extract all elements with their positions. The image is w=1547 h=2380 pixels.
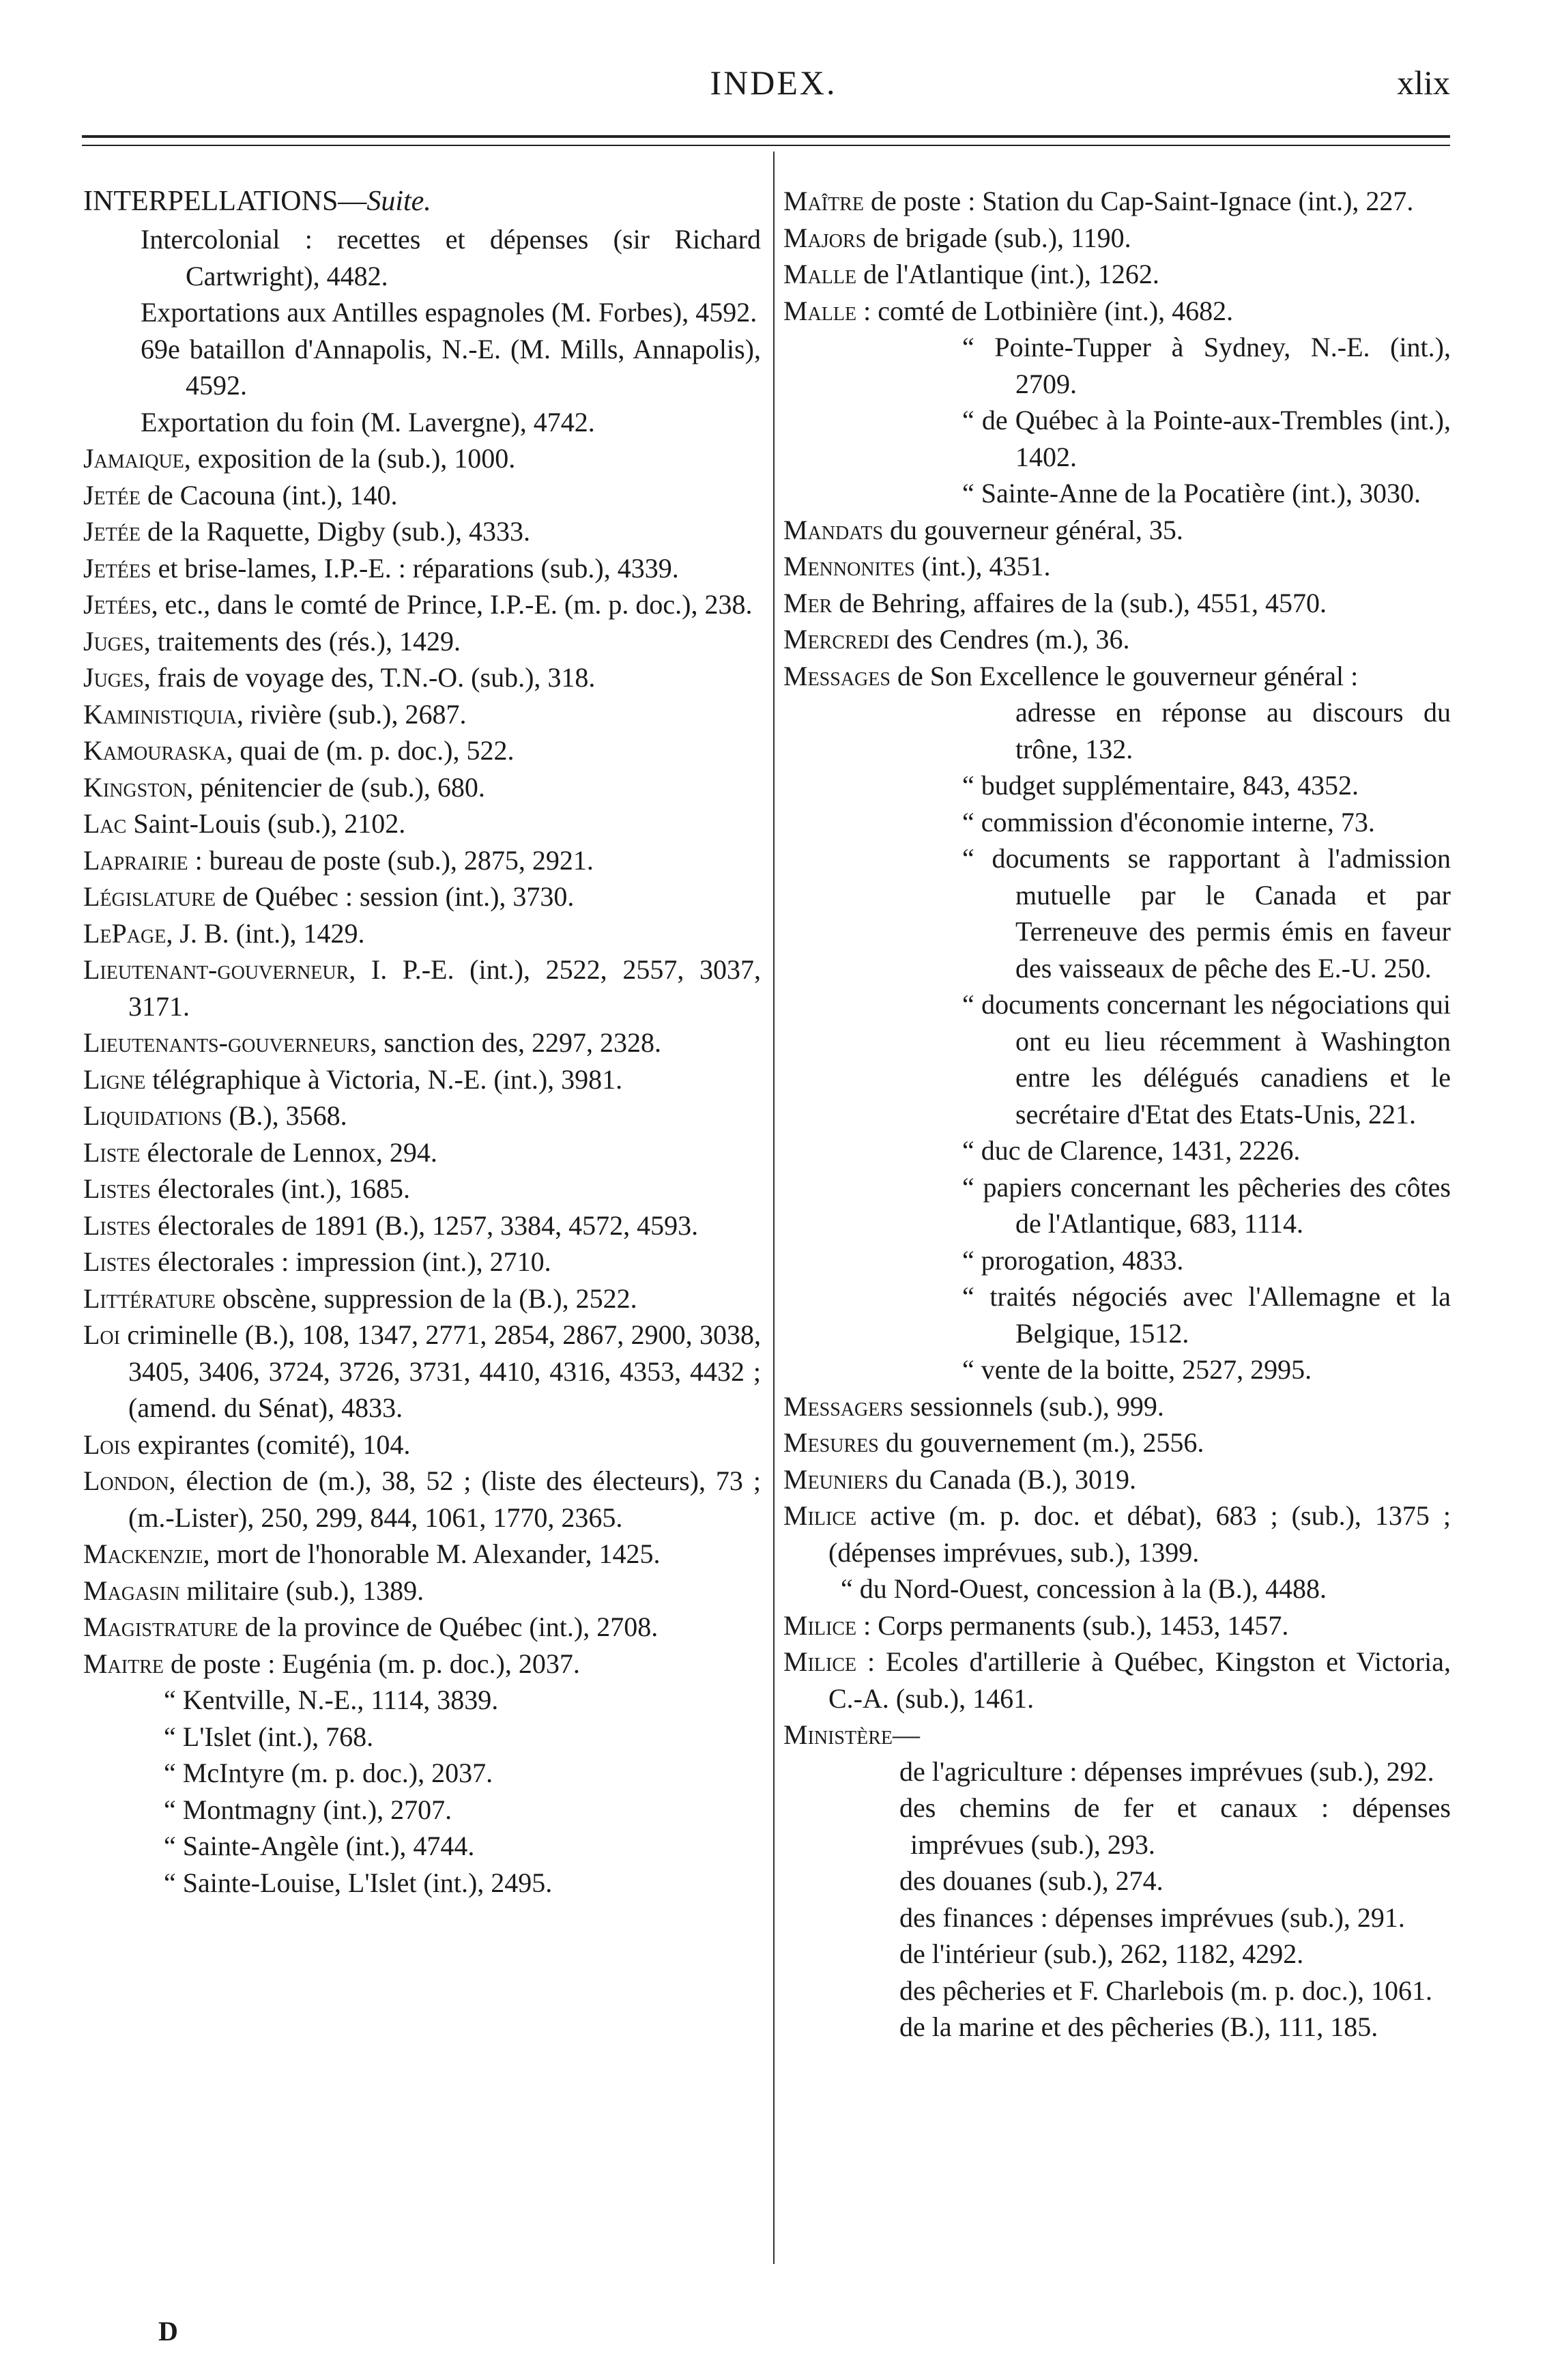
entry-text: “ vente de la boitte, 2527, 2995. xyxy=(962,1354,1312,1385)
entry-text: , I. P.-E. (int.), 2522, 2557, 3037, 3171. xyxy=(128,954,761,1022)
index-entry xyxy=(83,294,761,331)
index-entry xyxy=(83,1463,761,1536)
entry-text: “ budget supplémentaire, 843, 4352. xyxy=(962,770,1359,801)
entry-head: Jetée xyxy=(83,516,141,547)
index-entry xyxy=(83,1317,761,1426)
entry-head: Loi xyxy=(83,1319,120,1350)
entry-text: Exportations aux Antilles espagnoles (M. Forbes), 4592. xyxy=(141,297,757,328)
index-entry xyxy=(83,842,761,879)
entry-head: Juges xyxy=(83,625,144,657)
index-entry xyxy=(83,440,761,477)
entry-text: de la province de Québec (int.), 2708. xyxy=(237,1611,659,1642)
entry-text: , pénitencier de (sub.), 680. xyxy=(186,771,485,803)
index-entry xyxy=(83,1646,761,1682)
entry-text: “ documents se rapportant à l'admission mutuelle par le Canada et par Terreneuve des permis émis en faveur des vaisseaux de pêche des E.-U. 250. xyxy=(962,843,1451,984)
entry-text: “ duc de Clarence, 1431, 2226. xyxy=(962,1135,1301,1166)
index-entry xyxy=(783,585,1451,622)
index-entry xyxy=(83,623,761,660)
index-entry xyxy=(783,1388,1451,1425)
entry-head: Jetées xyxy=(83,552,151,584)
entry-head: Littérature xyxy=(83,1282,216,1314)
index-entry xyxy=(83,1098,761,1134)
entry-text: (B.), 3568. xyxy=(222,1100,347,1131)
entry-text: du Canada (B.), 3019. xyxy=(888,1463,1137,1495)
left-column xyxy=(83,183,761,1901)
index-entry xyxy=(783,840,1451,986)
entry-text: , etc., dans le comté de Prince, I.P.-E. (m. p. doc.), 238. xyxy=(151,589,753,620)
index-entry xyxy=(783,658,1451,695)
index-entry xyxy=(783,1424,1451,1461)
entry-text: “ Sainte-Angèle (int.), 4744. xyxy=(164,1831,475,1861)
entry-text: des Cendres (m.), 36. xyxy=(889,624,1130,655)
entry-text: adresse en réponse au discours du trône, 132. xyxy=(1015,697,1451,764)
index-entry xyxy=(783,1169,1451,1242)
entry-head: Lieutenants-gouverneurs xyxy=(83,1027,371,1058)
entry-text: de poste : Eugénia (m. p. doc.), 2037. xyxy=(164,1648,580,1679)
index-entry xyxy=(783,767,1451,804)
entry-head: Kamouraska xyxy=(83,735,227,766)
entry-text: 69e bataillon d'Annapolis, N.-E. (M. Mills, Annapolis), 4592. xyxy=(141,333,761,401)
index-entry xyxy=(783,1242,1451,1279)
entry-text: “ Kentville, N.-E., 1114, 3839. xyxy=(164,1684,499,1715)
entry-text: électorales : impression (int.), 2710. xyxy=(151,1246,551,1277)
index-entry xyxy=(83,1573,761,1609)
entry-head: Lois xyxy=(83,1429,131,1460)
entry-head: Listes xyxy=(83,1246,151,1277)
entry-head: LePage xyxy=(83,917,167,949)
entry-head: Milice xyxy=(783,1609,857,1641)
index-entry xyxy=(83,1719,761,1755)
index-entry xyxy=(83,586,761,623)
index-entry xyxy=(83,1207,761,1244)
entry-text: expirantes (comité), 104. xyxy=(130,1429,411,1460)
entry-text: des finances : dépenses imprévues (sub.), 291. xyxy=(899,1902,1405,1933)
right-entries xyxy=(783,183,1451,2046)
entry-head: Kingston xyxy=(83,771,187,803)
index-entry xyxy=(83,769,761,806)
entry-text: (int.), 4351. xyxy=(914,551,1051,582)
index-entry xyxy=(783,1571,1451,1607)
entry-text: Saint-Louis (sub.), 2102. xyxy=(126,808,406,839)
index-entry xyxy=(83,1755,761,1792)
index-entry xyxy=(83,659,761,696)
entry-head: Majors xyxy=(783,222,867,253)
index-entry xyxy=(783,512,1451,549)
left-entries xyxy=(83,221,761,1901)
entry-head: Listes xyxy=(83,1173,151,1204)
index-entry xyxy=(783,402,1451,475)
entry-text: “ McIntyre (m. p. doc.), 2037. xyxy=(164,1758,493,1788)
entry-head: Liste xyxy=(83,1136,141,1168)
entry-text: de la marine et des pêcheries (B.), 111, 185. xyxy=(899,2011,1378,2042)
entry-head: Meuniers xyxy=(783,1463,888,1495)
index-entry xyxy=(83,1792,761,1829)
entry-text: et brise-lames, I.P.-E. : réparations (sub.), 4339. xyxy=(151,552,679,584)
entry-text: active (m. p. doc. et débat), 683 ; (sub.), 1375 ; (dépenses imprévues, sub.), 1399. xyxy=(828,1500,1451,1568)
entry-text: , exposition de la (sub.), 1000. xyxy=(184,443,516,474)
entry-head: Kaministiquia xyxy=(83,698,237,730)
index-entry xyxy=(783,1132,1451,1169)
index-entry xyxy=(783,293,1451,330)
entry-text: de Behring, affaires de la (sub.), 4551, 4570. xyxy=(832,587,1327,618)
index-entry xyxy=(83,1426,761,1463)
entry-text: électorale de Lennox, 294. xyxy=(140,1136,437,1168)
signature-mark: D xyxy=(158,2316,178,2347)
index-entry xyxy=(783,256,1451,293)
entry-text: militaire (sub.), 1389. xyxy=(179,1575,424,1606)
index-entry xyxy=(783,1351,1451,1388)
index-entry xyxy=(783,804,1451,841)
entry-text: Intercolonial : recettes et dépenses (sir Richard Cartwright), 4482. xyxy=(141,224,761,291)
entry-text: “ Sainte-Anne de la Pocatière (int.), 3030. xyxy=(962,478,1421,508)
entry-head: Mennonites xyxy=(783,551,915,582)
index-entry xyxy=(83,513,761,550)
entry-head: Milice xyxy=(783,1500,857,1531)
entry-text: “ Montmagny (int.), 2707. xyxy=(164,1794,452,1825)
entry-text: : comté de Lotbinière (int.), 4682. xyxy=(856,295,1234,326)
index-entry xyxy=(83,1536,761,1573)
index-entry xyxy=(83,1171,761,1207)
entry-text: Exportation du foin (M. Lavergne), 4742. xyxy=(141,406,595,438)
entry-head: Jetée xyxy=(83,479,141,511)
entry-text: “ papiers concernant les pêcheries des côtes de l'Atlantique, 683, 1114. xyxy=(962,1171,1451,1239)
index-entry xyxy=(783,1753,1451,1790)
index-entry xyxy=(783,548,1451,585)
index-entry xyxy=(783,1973,1451,2009)
entry-text: “ prorogation, 4833. xyxy=(962,1244,1184,1276)
entry-head: Mercredi xyxy=(783,624,890,655)
index-entry xyxy=(83,1828,761,1865)
entry-head: Liquidations xyxy=(83,1100,222,1131)
entry-text: du gouvernement (m.), 2556. xyxy=(878,1427,1204,1458)
entry-text: , J. B. (int.), 1429. xyxy=(166,917,365,949)
entry-text: “ Sainte-Louise, L'Islet (int.), 2495. xyxy=(164,1867,553,1898)
entry-head: Ministère xyxy=(783,1719,893,1750)
index-entry xyxy=(83,732,761,769)
entry-text: , frais de voyage des, T.N.-O. (sub.), 318. xyxy=(143,662,596,693)
entry-text: de la Raquette, Digby (sub.), 4333. xyxy=(140,516,530,547)
entry-text: “ Pointe-Tupper à Sydney, N.-E. (int.), 2709. xyxy=(962,332,1451,399)
index-entry xyxy=(783,329,1451,402)
entry-text: de poste : Station du Cap-Saint-Ignace (int.), 227. xyxy=(864,186,1414,216)
index-entry xyxy=(783,1863,1451,1899)
index-entry xyxy=(83,1682,761,1719)
index-entry xyxy=(783,986,1451,1132)
header-rule-thick xyxy=(82,135,1450,138)
entry-text: des pêcheries et F. Charlebois (m. p. doc.), 1061. xyxy=(899,1975,1433,2006)
entry-head: Juges xyxy=(83,662,144,693)
index-entry xyxy=(783,183,1451,220)
entry-head: Laprairie xyxy=(83,844,188,876)
entry-head: Messages xyxy=(783,660,891,691)
entry-text: — xyxy=(893,1719,920,1750)
column-divider xyxy=(773,152,775,2264)
entry-text: “ traités négociés avec l'Allemagne et la Belgique, 1512. xyxy=(962,1281,1451,1349)
entry-text: de brigade (sub.), 1190. xyxy=(866,222,1131,253)
entry-head: Lieutenant-gouverneur xyxy=(83,954,349,985)
entry-text: , traitements des (rés.), 1429. xyxy=(143,625,461,657)
entry-text: “ du Nord-Ouest, concession à la (B.), 4488. xyxy=(841,1573,1327,1604)
entry-head: London xyxy=(83,1465,169,1496)
entry-text: , sanction des, 2297, 2328. xyxy=(370,1027,662,1058)
index-entry xyxy=(83,951,761,1024)
index-entry xyxy=(783,1461,1451,1498)
entry-text: télégraphique à Victoria, N.-E. (int.), 3981. xyxy=(145,1063,623,1095)
index-entry xyxy=(783,1278,1451,1351)
entry-text: , mort de l'honorable M. Alexander, 1425. xyxy=(203,1538,661,1569)
entry-head: Messagers xyxy=(783,1390,903,1422)
index-entry xyxy=(83,878,761,915)
index-entry xyxy=(83,331,761,404)
entry-text: électorales de 1891 (B.), 1257, 3384, 4572, 4593. xyxy=(151,1209,699,1241)
index-entry xyxy=(83,221,761,294)
entry-head: Jetées xyxy=(83,589,151,620)
entry-text: des douanes (sub.), 274. xyxy=(899,1865,1163,1896)
index-entry xyxy=(83,1244,761,1280)
index-entry xyxy=(783,694,1451,767)
entry-head: Malle xyxy=(783,295,857,326)
entry-head: Milice xyxy=(783,1646,857,1677)
index-entry xyxy=(83,477,761,514)
entry-text: “ documents concernant les négociations qui ont eu lieu récemment à Washington entre les délégués canadiens et le secrétaire d'Etat des Etats-Unis, 221. xyxy=(962,989,1451,1130)
entry-text: de l'agriculture : dépenses imprévues (sub.), 292. xyxy=(899,1755,1434,1787)
entry-head: Lac xyxy=(83,808,127,839)
index-entry xyxy=(83,550,761,587)
index-entry xyxy=(783,1607,1451,1644)
entry-text: de Son Excellence le gouverneur général : xyxy=(890,660,1359,691)
entry-head: Mer xyxy=(783,587,833,618)
entry-text: : Corps permanents (sub.), 1453, 1457. xyxy=(856,1609,1289,1641)
index-entry xyxy=(83,404,761,441)
index-entry xyxy=(83,1865,761,1902)
index-entry xyxy=(783,1497,1451,1571)
entry-text: du gouverneur général, 35. xyxy=(883,514,1183,545)
index-entry xyxy=(83,1280,761,1317)
entry-text: , quai de (m. p. doc.), 522. xyxy=(226,735,515,766)
page-number: xlix xyxy=(1397,63,1450,102)
entry-text: de l'Atlantique (int.), 1262. xyxy=(856,259,1159,289)
entry-head: Jamaique xyxy=(83,443,184,474)
header-rule-thin xyxy=(82,145,1450,146)
index-entry xyxy=(783,475,1451,512)
entry-head: Mackenzie xyxy=(83,1538,203,1569)
entry-text: , rivière (sub.), 2687. xyxy=(236,698,467,730)
index-entry xyxy=(783,621,1451,658)
heading-main: INTERPELLATIONS— xyxy=(83,186,367,217)
index-entry xyxy=(783,1644,1451,1717)
index-entry xyxy=(783,220,1451,257)
entry-head: Ligne xyxy=(83,1063,146,1095)
index-entry xyxy=(83,696,761,733)
entry-head: Malle xyxy=(783,259,857,289)
index-entry xyxy=(83,1134,761,1171)
entry-text: des chemins de fer et canaux : dépenses imprévues (sub.), 293. xyxy=(899,1792,1451,1860)
index-entry xyxy=(783,2009,1451,2046)
entry-head: Listes xyxy=(83,1209,151,1241)
entry-head: Maître xyxy=(783,186,864,216)
entry-text: “ commission d'économie interne, 73. xyxy=(962,806,1375,837)
entry-text: sessionnels (sub.), 999. xyxy=(903,1390,1164,1422)
entry-text: : Ecoles d'artillerie à Québec, Kingston et Victoria, C.-A. (sub.), 1461. xyxy=(828,1646,1451,1714)
entry-text: “ L'Islet (int.), 768. xyxy=(164,1721,374,1752)
entry-head: Législature xyxy=(83,881,216,912)
index-entry xyxy=(83,1061,761,1098)
entry-text: : bureau de poste (sub.), 2875, 2921. xyxy=(188,844,594,876)
index-entry xyxy=(83,1024,761,1061)
entry-text: criminelle (B.), 108, 1347, 2771, 2854, 2867, 2900, 3038, 3405, 3406, 3724, 3726, 3731, 4410, 4316, 4353, 4432 ; (amend. du Sénat), 4833. xyxy=(119,1319,761,1423)
entry-text: de Québec : session (int.), 3730. xyxy=(215,881,575,912)
index-entry xyxy=(783,1899,1451,1936)
page-title: INDEX. xyxy=(710,63,837,102)
index-entry xyxy=(83,805,761,842)
entry-head: Maitre xyxy=(83,1648,164,1679)
entry-text: électorales (int.), 1685. xyxy=(151,1173,410,1204)
entry-text: obscène, suppression de la (B.), 2522. xyxy=(215,1282,637,1314)
entry-head: Mandats xyxy=(783,514,884,545)
entry-head: Magasin xyxy=(83,1575,180,1606)
right-column xyxy=(783,183,1451,2046)
entry-text: de Cacouna (int.), 140. xyxy=(140,479,398,511)
index-entry xyxy=(83,915,761,952)
entry-text: de l'intérieur (sub.), 262, 1182, 4292. xyxy=(899,1938,1304,1969)
index-entry xyxy=(783,1717,1451,1753)
index-entry xyxy=(783,1790,1451,1863)
entry-text: , élection de (m.), 38, 52 ; (liste des électeurs), 73 ; (m.-Lister), 250, 299, 844, 1061, 1770, 2365. xyxy=(128,1465,761,1533)
index-entry xyxy=(783,1936,1451,1973)
entry-head: Mesures xyxy=(783,1427,879,1458)
section-heading xyxy=(83,183,761,220)
heading-suite: Suite. xyxy=(366,186,431,217)
entry-text: “ de Québec à la Pointe-aux-Trembles (int.), 1402. xyxy=(962,405,1451,472)
index-entry xyxy=(83,1609,761,1646)
entry-head: Magistrature xyxy=(83,1611,238,1642)
